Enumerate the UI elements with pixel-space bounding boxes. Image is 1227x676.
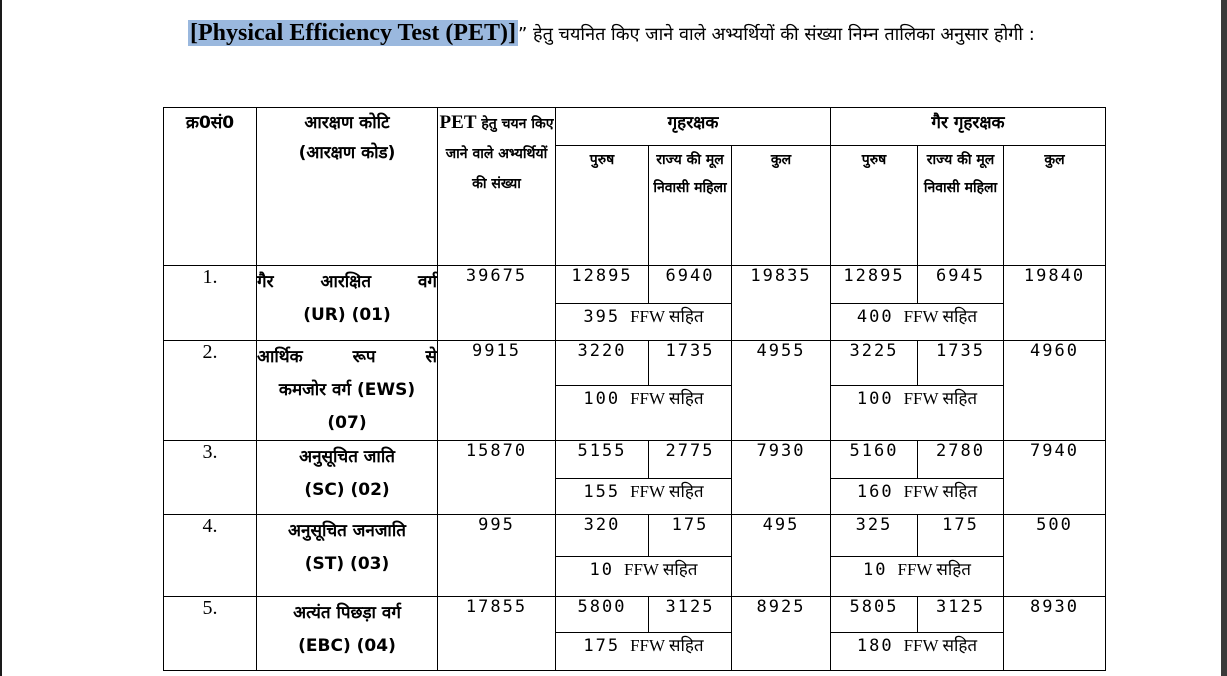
row-serial: 1. <box>164 266 257 341</box>
ffw-label: FFW सहित <box>630 636 704 655</box>
row-hg-male: 320 <box>556 515 649 557</box>
row-ng-ffw <box>831 633 1004 671</box>
row-hg-male: 12895 <box>556 266 649 304</box>
row-category <box>257 441 438 515</box>
row-hg-total: 7930 <box>732 441 831 515</box>
row-hg-native-female: 3125 <box>649 597 732 633</box>
row-ng-total: 8930 <box>1004 597 1106 671</box>
header-serial: क्र0सं0 <box>164 108 257 266</box>
row-hg-total: 495 <box>732 515 831 597</box>
row-hg-ffw <box>556 386 732 441</box>
row-category-line: (07) <box>327 413 367 433</box>
table-row <box>164 441 1106 479</box>
selected-text-highlight[interactable]: [Physical Efficiency Test (PET)] <box>190 20 516 46</box>
row-hg-ffw <box>556 304 732 341</box>
row-hg-ffw <box>556 479 732 515</box>
row-ng-total: 4960 <box>1004 341 1106 441</box>
row-ng-male: 325 <box>831 515 918 557</box>
row-hg-male: 5155 <box>556 441 649 479</box>
intro-text: ” हेतु चयनित किए जाने वाले अभ्यर्थियों की संख्या निम्न तालिका अनुसार होगी : <box>517 24 1035 45</box>
ffw-count: 160 <box>856 482 894 502</box>
row-hg-male: 5800 <box>556 597 649 633</box>
row-ng-ffw <box>831 557 1004 597</box>
intro-paragraph <box>188 14 1098 54</box>
ffw-label: FFW सहित <box>630 389 704 409</box>
header-pet-count <box>438 108 556 266</box>
row-pet-count: 995 <box>438 515 556 597</box>
ffw-label: FFW सहित <box>903 636 978 655</box>
header-non-home-guard: गैर गृहरक्षक <box>831 108 1106 146</box>
row-category <box>257 515 438 597</box>
row-serial: 5. <box>164 597 257 671</box>
row-category-line: अनुसूचित जाति <box>299 447 395 467</box>
row-ng-male: 3225 <box>831 341 918 386</box>
row-hg-total: 8925 <box>732 597 831 671</box>
row-pet-count: 9915 <box>438 341 556 441</box>
row-hg-native-female: 6940 <box>649 266 732 304</box>
row-hg-total: 19835 <box>732 266 831 341</box>
row-ng-native-female: 6945 <box>918 266 1004 304</box>
row-category-line: (UR) (01) <box>303 305 391 325</box>
ffw-count: 175 <box>583 636 621 656</box>
row-hg-male: 3220 <box>556 341 649 386</box>
row-ng-total: 500 <box>1004 515 1106 597</box>
ffw-count: 400 <box>856 307 894 327</box>
ffw-label: FFW सहित <box>903 389 978 409</box>
row-hg-native-female: 175 <box>649 515 732 557</box>
row-category-line: आर्थिक रूप से <box>257 347 437 367</box>
row-serial: 2. <box>164 341 257 441</box>
header-hg-male: पुरुष <box>556 146 649 266</box>
row-hg-ffw <box>556 557 732 597</box>
ffw-label: FFW सहित <box>630 307 704 326</box>
table-row <box>164 597 1106 633</box>
table-row <box>164 515 1106 557</box>
ffw-count: 100 <box>856 389 894 410</box>
row-category-line: अत्यंत पिछड़ा वर्ग <box>293 603 401 623</box>
row-pet-count: 39675 <box>438 266 556 341</box>
row-ng-male: 5805 <box>831 597 918 633</box>
header-pet-en: PET <box>439 112 477 133</box>
row-ng-ffw <box>831 386 1004 441</box>
ffw-count: 180 <box>856 636 894 656</box>
row-category-line: (ST) (03) <box>304 554 390 574</box>
row-pet-count: 17855 <box>438 597 556 671</box>
row-ng-total: 19840 <box>1004 266 1106 341</box>
row-ng-total: 7940 <box>1004 441 1106 515</box>
row-ng-male: 5160 <box>831 441 918 479</box>
row-category-line: (EBC) (04) <box>298 636 396 656</box>
header-pet-hi: हेतु चयन किए जाने वाले अभ्यर्थियों की संख्या <box>445 116 554 192</box>
row-ng-male: 12895 <box>831 266 918 304</box>
header-home-guard: गृहरक्षक <box>556 108 831 146</box>
ffw-count: 100 <box>583 389 621 410</box>
header-category-code: (आरक्षण कोड) <box>298 143 396 163</box>
row-hg-total: 4955 <box>732 341 831 441</box>
ffw-count: 395 <box>583 307 621 327</box>
row-serial: 4. <box>164 515 257 597</box>
row-ng-native-female: 2780 <box>918 441 1004 479</box>
row-hg-native-female: 1735 <box>649 341 732 386</box>
row-category-line: अनुसूचित जनजाति <box>288 521 406 541</box>
row-category <box>257 597 438 671</box>
header-ng-total: कुल <box>1004 146 1106 266</box>
ffw-count: 10 <box>589 560 614 580</box>
table-row <box>164 341 1106 386</box>
row-category <box>257 266 438 341</box>
row-category <box>257 341 438 441</box>
row-category-line: कमजोर वर्ग (EWS) <box>278 380 416 400</box>
header-hg-native-female: राज्य की मूल निवासी महिला <box>649 146 732 266</box>
header-ng-native-female: राज्य की मूल निवासी महिला <box>918 146 1004 266</box>
ffw-label: FFW सहित <box>903 307 978 326</box>
window-frame-left <box>0 0 2 676</box>
row-category-line: गैर आरक्षित वर्ग <box>257 272 437 292</box>
pet-candidates-table <box>163 107 1106 671</box>
table-row <box>164 266 1106 304</box>
row-category-line: (SC) (02) <box>304 480 390 500</box>
ffw-count: 10 <box>863 560 888 580</box>
row-serial: 3. <box>164 441 257 515</box>
row-pet-count: 15870 <box>438 441 556 515</box>
header-ng-male: पुरुष <box>831 146 918 266</box>
row-ng-native-female: 175 <box>918 515 1004 557</box>
ffw-label: FFW सहित <box>623 560 698 579</box>
row-hg-ffw <box>556 633 732 671</box>
row-hg-native-female: 2775 <box>649 441 732 479</box>
header-category <box>257 108 438 266</box>
window-frame-right <box>1221 0 1227 676</box>
row-ng-native-female: 1735 <box>918 341 1004 386</box>
ffw-label: FFW सहित <box>630 482 704 501</box>
row-ng-native-female: 3125 <box>918 597 1004 633</box>
row-ng-ffw <box>831 479 1004 515</box>
header-hg-total: कुल <box>732 146 831 266</box>
ffw-label: FFW सहित <box>903 482 978 501</box>
header-category-title: आरक्षण कोटि <box>304 113 390 133</box>
row-ng-ffw <box>831 304 1004 341</box>
ffw-label: FFW सहित <box>897 560 971 579</box>
ffw-count: 155 <box>583 482 621 502</box>
